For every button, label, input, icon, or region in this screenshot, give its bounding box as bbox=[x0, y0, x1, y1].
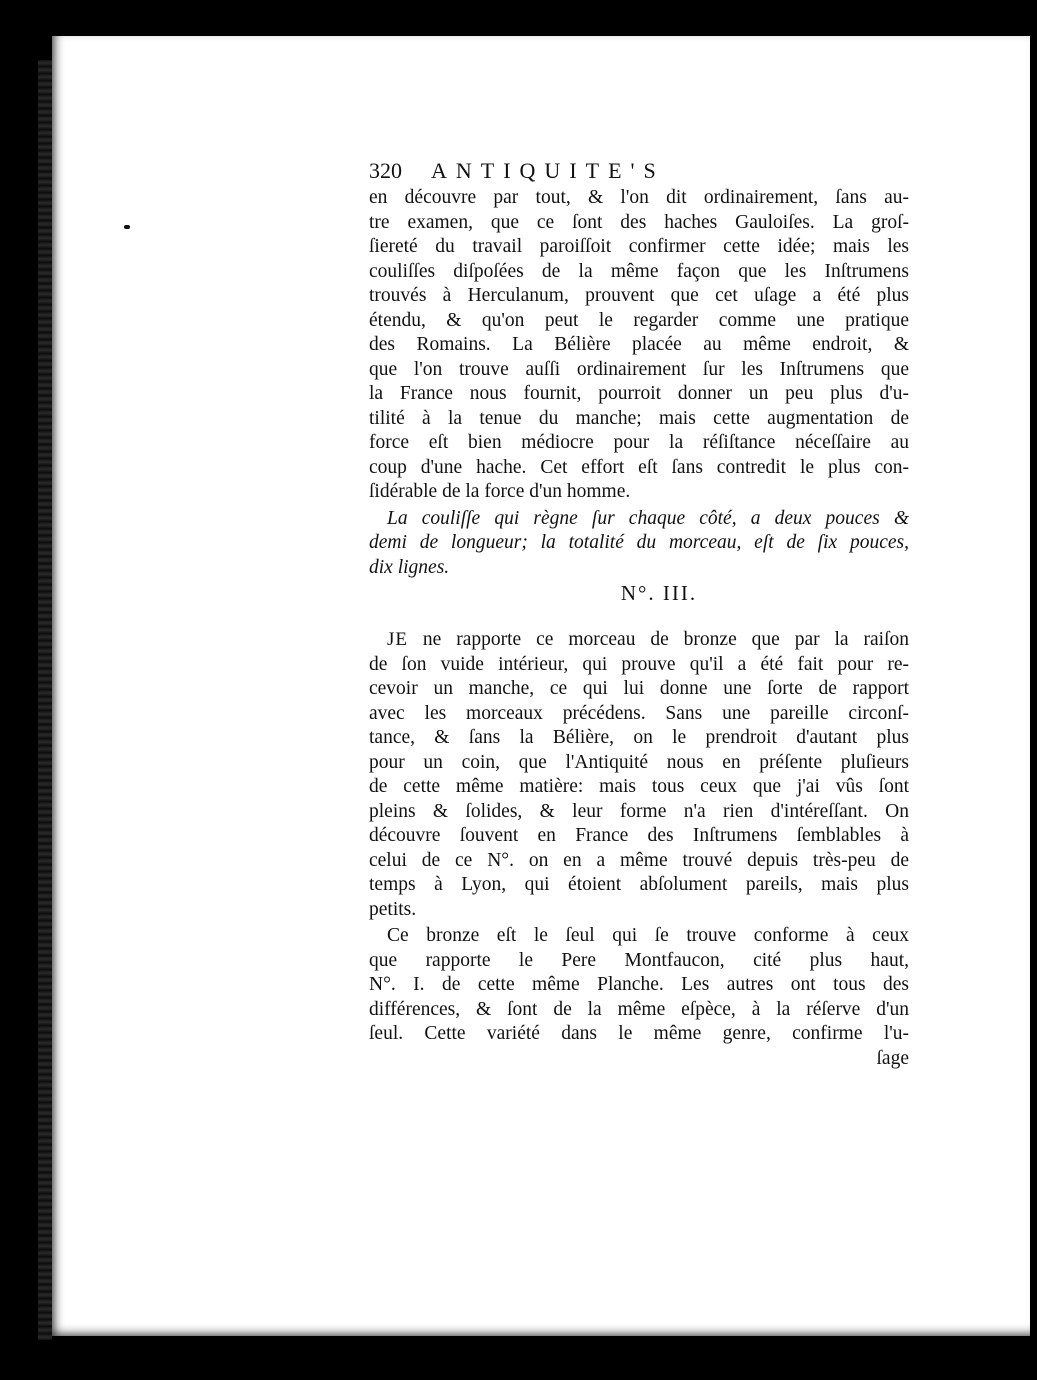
text-line: ſeul. Cette variété dans le même genre, confirme l'u- bbox=[369, 1023, 909, 1044]
text-line: découvre ſouvent en France des Inſtrumens ſemblables à bbox=[369, 825, 909, 846]
page-number: 320 bbox=[369, 158, 402, 183]
text-line bbox=[369, 628, 909, 653]
book-binding-edge bbox=[38, 60, 52, 1340]
note-line: La couliſſe qui règne ſur chaque côté, a deux pouces & bbox=[387, 507, 909, 529]
initial-word: JE bbox=[387, 629, 408, 650]
text-line: temps à Lyon, qui étoient abſolument pareils, mais plus bbox=[369, 874, 909, 895]
text-line: couliſſes diſpoſées de la même façon que les Inſtrumens bbox=[369, 260, 909, 282]
measurement-note bbox=[369, 507, 909, 581]
text-line: de ſon vuide intérieur, qui prouve qu'il a été fait pour re- bbox=[369, 653, 909, 675]
text-line: étendu, & qu'on peut le regarder comme une pratique bbox=[369, 309, 909, 331]
text-line: coup d'une hache. Cet effort eſt ſans contredit le plus con- bbox=[369, 456, 909, 478]
text-line: Ce bronze eſt le ſeul qui ſe trouve conforme à ceux bbox=[387, 925, 909, 946]
text-line: petits. bbox=[369, 898, 417, 920]
text-line: pleins & ſolides, & leur forme n'a rien d'intéreſſant. On bbox=[369, 800, 909, 822]
text-line: pour un coin, que l'Antiquité nous en préſente pluſieurs bbox=[369, 751, 909, 773]
text-line: cevoir un manche, ce qui lui donne une ſorte de rapport bbox=[369, 678, 909, 699]
text-line: ſiereté du travail paroiſſoit confirmer cette idée; mais les bbox=[369, 236, 909, 257]
page-text bbox=[369, 156, 909, 1071]
text-line-rest: ne rapporte ce morceau de bronze que par la raiſon bbox=[408, 629, 909, 650]
note-line: dix lignes. bbox=[369, 556, 450, 578]
text-line: tilité à la tenue du manche; mais cette augmentation de bbox=[369, 407, 909, 429]
ink-spot bbox=[124, 225, 130, 229]
text-line: que rapporte le Pere Montfaucon, cité plus haut, bbox=[369, 949, 909, 971]
running-head-title: ANTIQUITE'S bbox=[431, 158, 665, 183]
text-line: de cette même matière: mais tous ceux que j'ai vûs ſont bbox=[369, 776, 909, 797]
section-heading: N°. III. bbox=[620, 581, 698, 605]
text-line: N°. I. de cette même Planche. Les autres ont tous des bbox=[369, 974, 909, 995]
text-line: que l'on trouve auſſi ordinairement ſur les Inſtrumens que bbox=[369, 358, 909, 380]
paragraph-3 bbox=[369, 924, 909, 1047]
paragraph-2 bbox=[369, 628, 909, 922]
running-head bbox=[369, 156, 909, 186]
note-line: demi de longueur; la totalité du morceau, eſt de ſix pouces, bbox=[369, 532, 909, 553]
text-line: tre examen, que ce ſont des haches Gauloiſes. La groſ- bbox=[369, 211, 909, 233]
text-line: ſidérable de la force d'un homme. bbox=[369, 481, 631, 502]
text-line: des Romains. La Bélière placée au même endroit, & bbox=[369, 334, 909, 355]
text-line: en découvre par tout, & l'on dit ordinairement, ſans au- bbox=[369, 187, 909, 208]
catchword: ſage bbox=[876, 1047, 909, 1069]
text-line: la France nous fournit, pourroit donner un peu plus d'u- bbox=[369, 383, 909, 404]
paragraph-1 bbox=[369, 186, 909, 505]
text-line: force eſt bien médiocre pour la réſiſtance néceſſaire au bbox=[369, 432, 909, 453]
text-line: trouvés à Herculanum, prouvent que cet uſage a été plus bbox=[369, 285, 909, 306]
text-line: tance, & ſans la Bélière, on le prendroit d'autant plus bbox=[369, 727, 909, 748]
text-line: celui de ce N°. on en a même trouvé depuis très-peu de bbox=[369, 849, 909, 871]
text-line: différences, & ſont de la même eſpèce, à la réſerve d'un bbox=[369, 998, 909, 1020]
text-line: avec les morceaux précédens. Sans une pareille circonſ- bbox=[369, 702, 909, 724]
